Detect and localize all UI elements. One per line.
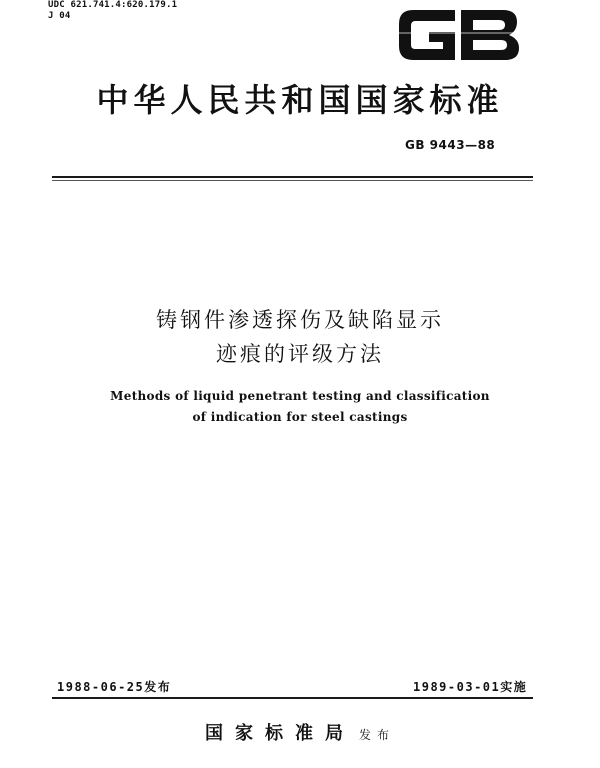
- udc-classification: UDC 621.741.4:620.179.1: [48, 0, 178, 10]
- publisher: [0, 719, 600, 745]
- standard-number: GB 9443—88: [405, 138, 496, 152]
- publisher-suffix: 发布: [358, 728, 395, 742]
- title-cn-line1: 铸钢件渗透探伤及缺陷显示: [156, 308, 444, 332]
- bottom-rule: [52, 697, 533, 699]
- gb-logo: [393, 2, 525, 66]
- top-rule: [52, 176, 533, 178]
- standard-body-title: 中华人民共和国国家标准: [96, 81, 504, 119]
- udc-block: [48, 0, 177, 22]
- title-cn-line2: 迹痕的评级方法: [216, 342, 384, 366]
- implementation-date: 1989-03-01实施: [413, 680, 528, 694]
- class-code: J 04: [48, 11, 71, 21]
- issue-date: 1988-06-25发布: [57, 680, 172, 694]
- title-en-line2: of indication for steel castings: [192, 410, 408, 424]
- publisher-org: 国家标准局: [204, 723, 355, 744]
- top-rule-thin: [52, 180, 533, 181]
- title-en-line1: Methods of liquid penetrant testing and classification: [110, 389, 490, 403]
- gb-logo-mark: [399, 10, 519, 60]
